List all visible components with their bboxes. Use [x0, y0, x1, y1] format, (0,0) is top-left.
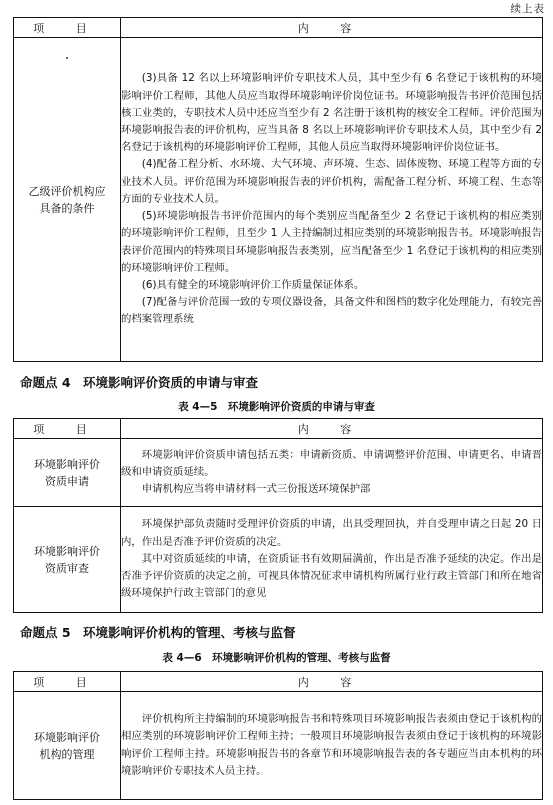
- table-eligibility-conditions: [13, 17, 543, 362]
- content-paragraph: (6)具有健全的环境影响评价工作质量保证体系。: [141, 278, 365, 291]
- section-title: 命题点 4 环境影响评价资质的申请与审查: [20, 375, 259, 390]
- content-paragraph: (5)环境影响报告书评价范围内的每个类别应当配备至少 2 名登记于该机构的相应类别的环境影响评价工程师，且至少 1 人主持编制过相应类别的环境影响报告书。环境影响报告表评价范围内的特殊项目环境影响报告表类别，应当配备至少 1 名登记于该机构的相应类别的环境影响评价工程师。: [121, 210, 542, 274]
- content-paragraph: (7)配备与评价范围一致的专项仪器设备，具备文件和图档的数字化处理能力，有较完善的档案管理系统: [121, 296, 542, 326]
- table-row: [14, 692, 543, 800]
- header-content: 内 容: [121, 672, 543, 692]
- table-qualification-application: [13, 418, 543, 613]
- table-row: [14, 439, 543, 507]
- row-item-label: 乙级评价机构应具备的条件: [14, 38, 121, 362]
- continued-label: 续上表: [510, 3, 545, 15]
- header-item: 项 目: [14, 419, 121, 439]
- section-title: 命题点 5 环境影响评价机构的管理、考核与监督: [20, 625, 296, 640]
- scan-dot: [66, 57, 68, 59]
- table-row: [14, 507, 543, 613]
- row-content: [121, 439, 543, 507]
- content-paragraph: (3)具备 12 名以上环境影响评价专职技术人员，其中至少有 6 名登记于该机构的环境影响评价工程师，其他人员应当取得环境影响评价岗位证书。环境影响报告书评价范围包括核工业类的，专职技术人员中还应当至少有 2 名注册于该机构的核安全工程师。评价范围为环境影响报告表的评价机构，应当具备 8 名以上环境影响评价专职技术人员，其中至少有 2 名登记于该机构的环境影响评价工程师，其他人员应当取得环境影响评价岗位证书。: [121, 72, 542, 154]
- content-paragraph: 环境影响评价资质申请包括五类：申请新资质、申请调整评价范围、申请更名、申请晋级和申请资质延续。: [121, 448, 542, 478]
- table-header-row: [14, 18, 543, 38]
- content-paragraph: 环境保护部负责随时受理评价资质的申请，出具受理回执，并自受理申请之日起 20 日内，作出是否准予评价资质的决定。: [121, 518, 542, 548]
- table-row: [14, 38, 543, 362]
- header-item: 项 目: [14, 18, 121, 38]
- table-header-row: [14, 672, 543, 692]
- row-item-label: 环境影响评价机构的管理: [14, 692, 121, 800]
- table-agency-management: [13, 671, 543, 800]
- header-item: 项 目: [14, 672, 121, 692]
- content-paragraph: 其中对资质延续的申请，在资质证书有效期届满前，作出是否准予延续的决定。作出是否准予评价资质的决定之前，可视具体情况征求申请机构所属行业行政主管部门和所在地省级环境保护行政主管部门的意见: [121, 552, 542, 600]
- row-item-label: 环境影响评价资质申请: [14, 439, 121, 507]
- header-content: 内 容: [121, 419, 543, 439]
- row-content: [121, 507, 543, 613]
- content-paragraph: 评价机构所主持编制的环境影响报告书和特殊项目环境影响报告表须由登记于该机构的相应类别的环境影响评价工程师主持；一般项目环境影响报告表须由登记于该机构的环境影响评价工程师主持。环境影响报告书的各章节和环境影响报告表的各专题应当由本机构的环境影响评价专职技术人员主持。: [121, 713, 542, 777]
- content-paragraph: (4)配备工程分析、水环境、大气环境、声环境、生态、固体废物、环境工程等方面的专业技术人员。评价范围为环境影响报告表的评价机构，需配备工程分析、环境工程、生态等方面的专业技术人员。: [121, 158, 542, 205]
- header-content: 内 容: [121, 18, 543, 38]
- row-item-label: 环境影响评价资质审查: [14, 507, 121, 613]
- row-content: [121, 692, 543, 800]
- content-paragraph: 申请机构应当将申请材料一式三份报送环境保护部: [141, 483, 371, 496]
- table-caption: 表 4—6 环境影响评价机构的管理、考核与监督: [162, 652, 391, 664]
- row-content: [121, 38, 543, 362]
- table-caption: 表 4—5 环境影响评价资质的申请与审查: [178, 401, 375, 413]
- table-header-row: [14, 419, 543, 439]
